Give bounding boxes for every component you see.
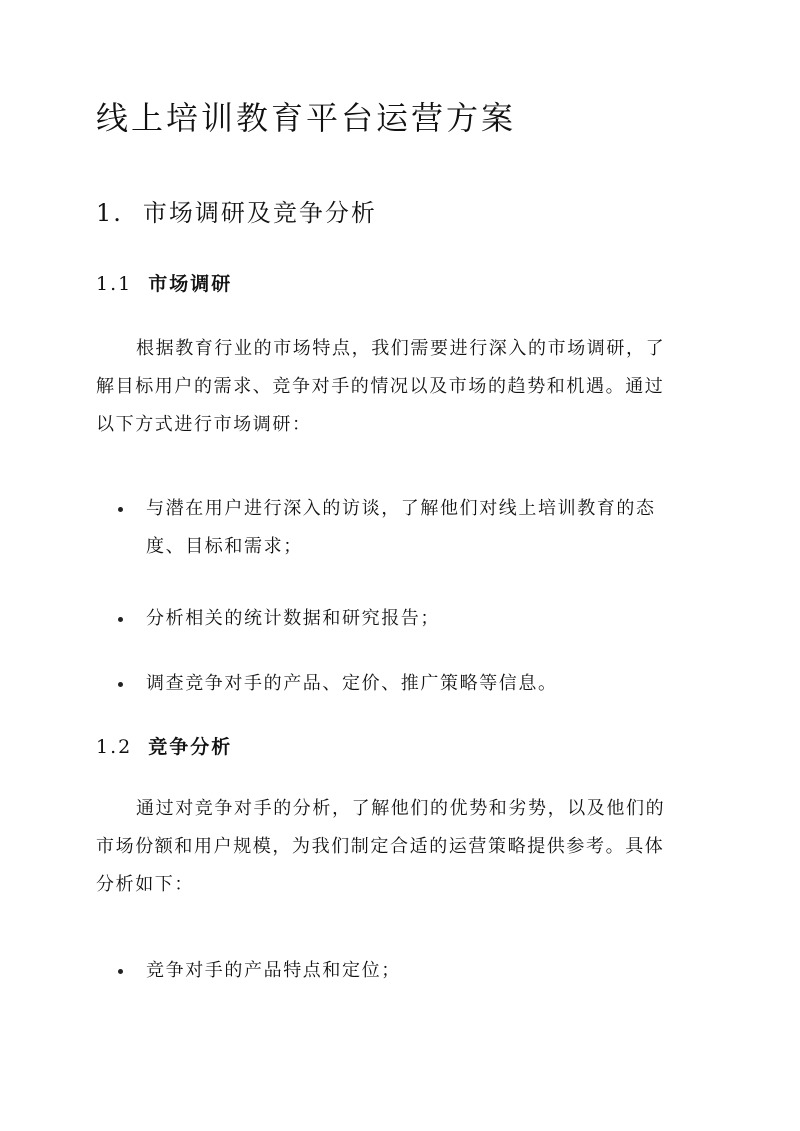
bullet-dot <box>118 682 123 687</box>
list-item-text: 竞争对手的产品特点和定位； <box>146 960 401 981</box>
section-1-1-title: 市场调研 <box>148 273 233 295</box>
section-1-number: 1. <box>96 199 123 227</box>
paragraph-line: 分析如下： <box>96 874 194 895</box>
section-1-heading <box>96 196 377 230</box>
section-1-2-number: 1.2 <box>96 736 133 758</box>
bullet-dot <box>118 507 123 512</box>
paragraph-line: 市场份额和用户规模，为我们制定合适的运营策略提供参考。具体 <box>96 836 665 857</box>
section-1-2-paragraph <box>96 790 704 904</box>
section-1-2-heading <box>96 733 232 761</box>
paragraph-line: 解目标用户的需求、竞争对手的情况以及市场的趋势和机遇。通过 <box>96 376 665 397</box>
bullet-dot <box>118 617 123 622</box>
list-item-text: 与潜在用户进行深入的访谈，了解他们对线上培训教育的态 <box>146 498 656 519</box>
paragraph-line: 根据教育行业的市场特点，我们需要进行深入的市场调研，了 <box>136 338 666 359</box>
section-1-1-number: 1.1 <box>96 273 133 295</box>
bullet-dot <box>118 969 123 974</box>
document-title: 线上培训教育平台运营方案 <box>96 99 517 137</box>
section-1-title: 市场调研及竞争分析 <box>142 199 377 227</box>
section-1-1-heading <box>96 270 232 298</box>
section-1-2-title: 竞争分析 <box>148 736 233 758</box>
paragraph-line: 以下方式进行市场调研： <box>96 414 312 435</box>
section-1-1-paragraph <box>96 330 704 444</box>
list-item-text: 调查竞争对手的产品、定价、推广策略等信息。 <box>146 673 558 694</box>
paragraph-line: 通过对竞争对手的分析，了解他们的优势和劣势，以及他们的 <box>136 798 666 819</box>
list-item-text: 度、目标和需求； <box>146 536 303 557</box>
list-item-text: 分析相关的统计数据和研究报告； <box>146 608 440 629</box>
